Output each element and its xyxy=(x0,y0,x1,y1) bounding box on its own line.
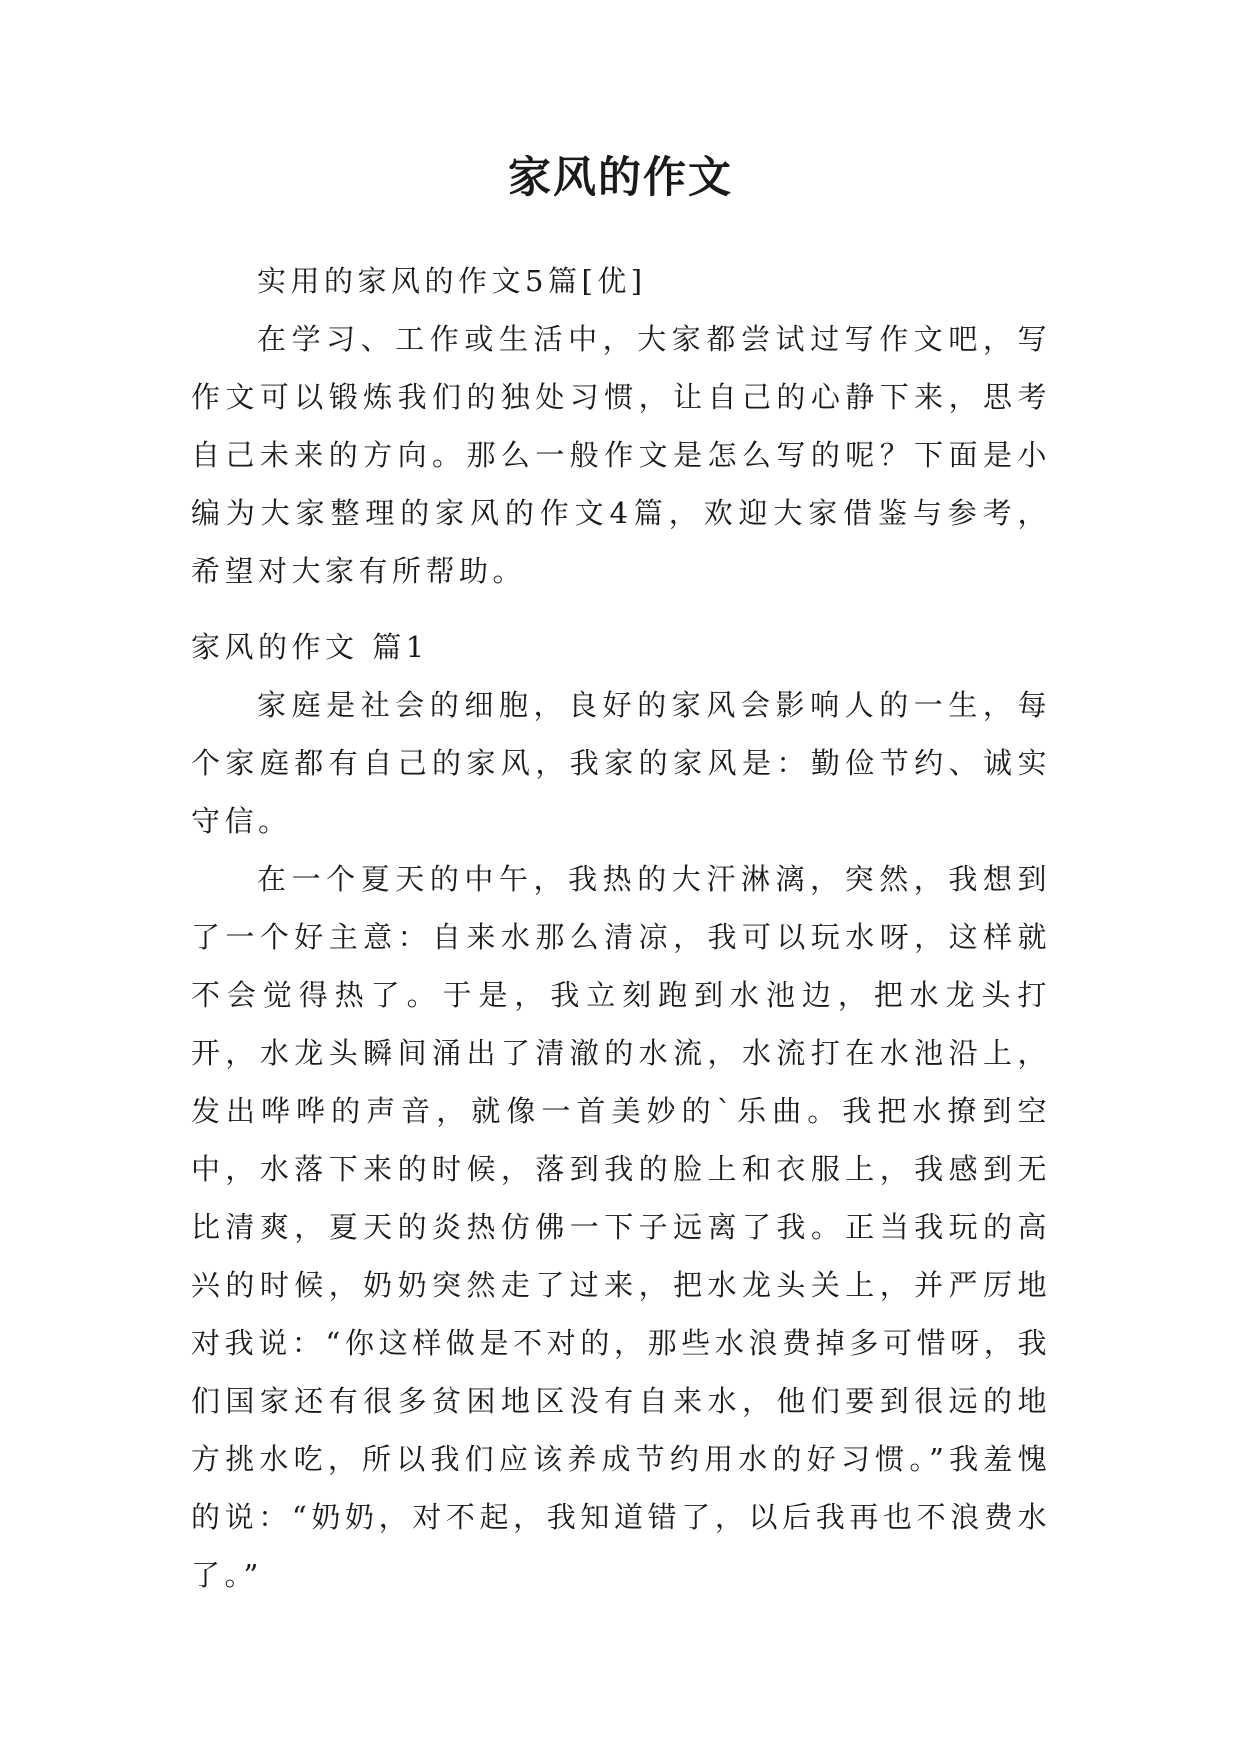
section-block xyxy=(191,618,1051,1604)
section-heading: 家风的作文 篇1 xyxy=(191,630,429,664)
body-paragraph: 家庭是社会的细胞，良好的家风会影响人的一生，每个家庭都有自己的家风，我家的家风是：勤俭节约、诚实守信。 xyxy=(191,688,1051,838)
intro-block xyxy=(191,252,1051,600)
document-title: 家风的作文 xyxy=(508,153,733,203)
body-paragraph: 在一个夏天的中午，我热的大汗淋漓，突然，我想到了一个好主意：自来水那么清凉，我可以玩水呀，这样就不会觉得热了。于是，我立刻跑到水池边，把水龙头打开，水龙头瞬间涌出了清澈的水流，水流打在水池沿上，发出哗哗的声音，就像一首美妙的`乐曲。我把水撩到空中，水落下来的时候，落到我的脸上和衣服上，我感到无比清爽，夏天的炎热仿佛一下子远离了我。正当我玩的高兴的时候，奶奶突然走了过来，把水龙头关上，并严厉地对我说：“你这样做是不对的，那些水浪费掉多可惜呀，我们国家还有很多贫困地区没有自来水，他们要到很远的地方挑水吃，所以我们应该养成节约用水的好习惯。”我羞愧的说：“奶奶，对不起，我知道错了，以后我再也不浪费水了。” xyxy=(191,862,1051,1592)
document-subtitle: 实用的家风的作文5篇[优] xyxy=(257,264,647,298)
intro-paragraph: 在学习、工作或生活中，大家都尝试过写作文吧，写作文可以锻炼我们的独处习惯，让自己的心静下来，思考自己未来的方向。那么一般作文是怎么写的呢？下面是小编为大家整理的家风的作文4篇，欢迎大家借鉴与参考，希望对大家有所帮助。 xyxy=(191,322,1051,588)
